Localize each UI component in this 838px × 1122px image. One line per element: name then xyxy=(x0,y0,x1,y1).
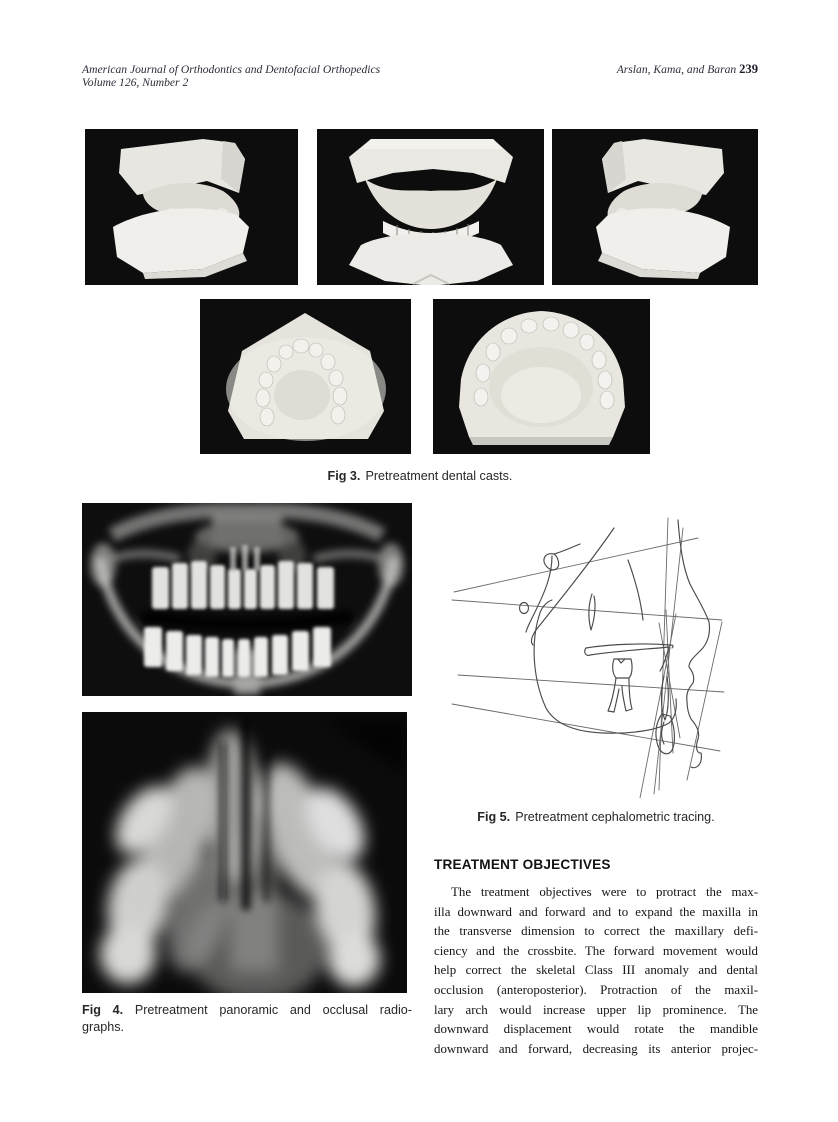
fig4-caption-line1 xyxy=(82,1002,412,1019)
occlusal-radiograph-image xyxy=(82,712,407,993)
fig3-caption-text: Pretreatment dental casts. xyxy=(365,469,513,483)
fig4-caption-line2: graphs. xyxy=(82,1019,125,1034)
cast-photo-left-lateral xyxy=(552,129,758,285)
cephalometric-tracing-image xyxy=(438,514,760,798)
header-page-number: 239 xyxy=(739,62,758,76)
body-line: lary arch would increase upper lip prominence. The xyxy=(434,1002,758,1017)
fig5-caption-text: Pretreatment cephalometric tracing. xyxy=(515,810,715,824)
fig5-caption-label: Fig 5. xyxy=(477,810,511,824)
fig3-caption-label: Fig 3. xyxy=(327,469,361,483)
cephalometric-tracing-drawing xyxy=(438,514,760,798)
body-line: The treatment objectives were to protract the max- xyxy=(451,885,758,899)
fig3-caption xyxy=(82,468,758,485)
header-left xyxy=(82,63,380,90)
cast-frontal-drawing xyxy=(317,129,544,285)
cast-photo-frontal xyxy=(317,129,544,285)
body-line: illa downward and forward and to expand the maxilla in xyxy=(434,904,758,919)
cast-occlusal-left-drawing xyxy=(200,299,411,454)
cast-left-lateral-drawing xyxy=(552,129,758,285)
cast-photo-occlusal-right xyxy=(433,299,650,454)
body-line: downward and forward, decreasing its anterior projec- xyxy=(434,1041,758,1056)
cast-right-lateral-drawing xyxy=(85,129,298,285)
fig5-caption xyxy=(434,809,758,826)
body-paragraph xyxy=(434,883,758,1059)
panoramic-radiograph-image xyxy=(82,503,412,696)
fig4-caption xyxy=(82,1002,412,1035)
body-line: help correct the skeletal Class III anomaly and dental xyxy=(434,963,758,978)
fig4-caption-text1: Pretreatment panoramic and occlusal radio- xyxy=(134,1003,412,1017)
body-line: downward displacement would rotate the mandible xyxy=(434,1022,758,1037)
header-authors: Arslan, Kama, and Baran xyxy=(616,63,737,76)
treatment-objectives-heading: TREATMENT OBJECTIVES xyxy=(434,857,611,872)
body-line: occlusion (anteroposterior). Protraction of the maxil- xyxy=(434,982,758,997)
body-line: the transverse dimension to correct the maxillary defi- xyxy=(434,924,758,939)
panoramic-radiograph-drawing xyxy=(82,503,412,696)
body-line: ciency and the crossbite. The forward movement would xyxy=(434,943,758,958)
fig4-caption-label: Fig 4. xyxy=(82,1003,124,1017)
header-right xyxy=(500,63,758,76)
cast-photo-occlusal-left xyxy=(200,299,411,454)
cast-occlusal-right-drawing xyxy=(433,299,650,454)
cast-photo-right-lateral xyxy=(85,129,298,285)
header-volume-line: Volume 126, Number 2 xyxy=(82,76,189,90)
header-journal-title: American Journal of Orthodontics and Dentofacial Orthopedics xyxy=(82,63,381,76)
occlusal-radiograph-drawing xyxy=(82,712,407,993)
